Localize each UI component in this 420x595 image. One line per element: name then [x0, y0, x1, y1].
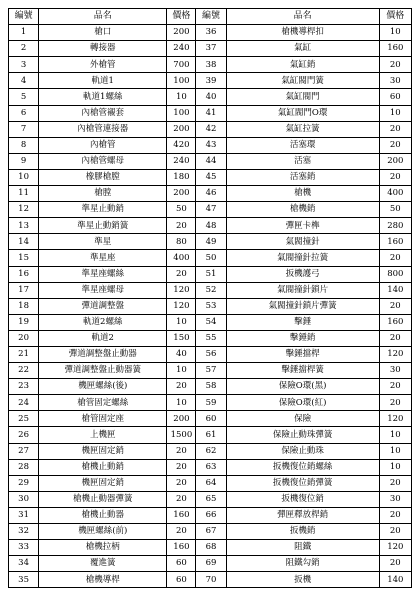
item-price: 20 [379, 379, 411, 395]
item-price: 10 [167, 89, 196, 105]
item-number: 69 [196, 556, 226, 572]
item-number: 59 [196, 395, 226, 411]
item-name: 氣缸閥門O環 [226, 105, 379, 121]
item-price: 20 [379, 330, 411, 346]
item-price: 20 [379, 298, 411, 314]
item-number: 39 [196, 73, 226, 89]
item-name: 阻鐵勾銷 [226, 556, 379, 572]
table-row [9, 153, 412, 169]
item-price: 240 [167, 41, 196, 57]
header-number: 編號 [9, 9, 39, 25]
item-number: 41 [196, 105, 226, 121]
item-name: 彈道調整盤止動器 [39, 346, 167, 362]
item-name: 擊錘擋桿 [226, 346, 379, 362]
item-name: 活塞銷 [226, 169, 379, 185]
item-name: 扳機 [226, 572, 379, 588]
item-number: 46 [196, 186, 226, 202]
table-row [9, 395, 412, 411]
item-price: 240 [167, 153, 196, 169]
item-number: 10 [9, 169, 39, 185]
item-number: 44 [196, 153, 226, 169]
item-number: 28 [9, 459, 39, 475]
item-number: 42 [196, 121, 226, 137]
table-row [9, 89, 412, 105]
item-price: 10 [379, 443, 411, 459]
table-row [9, 507, 412, 523]
item-price: 20 [167, 491, 196, 507]
item-name: 保險O環(黑) [226, 379, 379, 395]
item-name: 擊錘擋桿簧 [226, 363, 379, 379]
item-name: 保險止動珠彈簧 [226, 427, 379, 443]
item-name: 扳機復位銷 [226, 491, 379, 507]
item-number: 7 [9, 121, 39, 137]
table-row [9, 137, 412, 153]
item-price: 160 [167, 507, 196, 523]
item-price: 60 [379, 89, 411, 105]
item-number: 47 [196, 202, 226, 218]
item-number: 40 [196, 89, 226, 105]
item-number: 2 [9, 41, 39, 57]
item-name: 氣閥撞針拉簧 [226, 250, 379, 266]
item-number: 34 [9, 556, 39, 572]
item-price: 10 [167, 363, 196, 379]
item-price: 20 [379, 395, 411, 411]
item-name: 氣缸 [226, 41, 379, 57]
item-number: 24 [9, 395, 39, 411]
item-number: 51 [196, 266, 226, 282]
item-price: 30 [379, 73, 411, 89]
item-number: 13 [9, 218, 39, 234]
item-price: 160 [379, 234, 411, 250]
item-name: 準星座螺絲 [39, 266, 167, 282]
item-name: 保險O環(紅) [226, 395, 379, 411]
item-price: 700 [167, 57, 196, 73]
item-number: 60 [196, 411, 226, 427]
item-number: 36 [196, 25, 226, 41]
item-number: 57 [196, 363, 226, 379]
table-row [9, 572, 412, 588]
item-number: 38 [196, 57, 226, 73]
item-price: 80 [167, 234, 196, 250]
item-number: 8 [9, 137, 39, 153]
table-row [9, 540, 412, 556]
item-price: 200 [167, 411, 196, 427]
item-price: 200 [167, 25, 196, 41]
item-number: 62 [196, 443, 226, 459]
table-row [9, 186, 412, 202]
item-number: 21 [9, 346, 39, 362]
item-name: 氣缸閥門 [226, 89, 379, 105]
item-number: 68 [196, 540, 226, 556]
item-name: 槍機止動銷 [39, 459, 167, 475]
item-number: 4 [9, 73, 39, 89]
table-row [9, 314, 412, 330]
item-name: 氣閥撞針鎖片 [226, 282, 379, 298]
item-number: 35 [9, 572, 39, 588]
item-number: 3 [9, 57, 39, 73]
item-price: 140 [379, 282, 411, 298]
item-number: 16 [9, 266, 39, 282]
header-item-name: 品名 [226, 9, 379, 25]
item-price: 420 [167, 137, 196, 153]
item-number: 33 [9, 540, 39, 556]
item-number: 11 [9, 186, 39, 202]
item-name: 轉接器 [39, 41, 167, 57]
table-row [9, 524, 412, 540]
item-name: 槍機導桿扣 [226, 25, 379, 41]
item-price: 800 [379, 266, 411, 282]
item-name: 外槍管 [39, 57, 167, 73]
item-number: 49 [196, 234, 226, 250]
item-price: 20 [379, 57, 411, 73]
item-name: 彈道調整盤止動器簧 [39, 363, 167, 379]
item-name: 橡膠槍膛 [39, 169, 167, 185]
table-row [9, 73, 412, 89]
item-name: 機匣螺絲(前) [39, 524, 167, 540]
item-number: 48 [196, 218, 226, 234]
item-number: 31 [9, 507, 39, 523]
item-number: 23 [9, 379, 39, 395]
item-name: 氣缸銷 [226, 57, 379, 73]
table-row [9, 330, 412, 346]
table-row [9, 169, 412, 185]
item-name: 軌道2螺絲 [39, 314, 167, 330]
item-name: 準星座螺母 [39, 282, 167, 298]
item-name: 扳機銷 [226, 524, 379, 540]
item-name: 內槍管連接器 [39, 121, 167, 137]
item-price: 60 [167, 556, 196, 572]
item-name: 上機匣 [39, 427, 167, 443]
table-row [9, 379, 412, 395]
item-price: 160 [379, 41, 411, 57]
item-name: 活塞 [226, 153, 379, 169]
item-price: 10 [379, 25, 411, 41]
item-number: 54 [196, 314, 226, 330]
item-name: 活塞環 [226, 137, 379, 153]
item-number: 15 [9, 250, 39, 266]
item-price: 20 [167, 459, 196, 475]
item-price: 400 [379, 186, 411, 202]
item-price: 20 [167, 524, 196, 540]
item-name: 氣閥撞針 [226, 234, 379, 250]
table-row [9, 57, 412, 73]
item-name: 準星止動銷簧 [39, 218, 167, 234]
table-row [9, 41, 412, 57]
item-number: 1 [9, 25, 39, 41]
item-number: 63 [196, 459, 226, 475]
item-name: 槍機止動器彈簧 [39, 491, 167, 507]
item-name: 槍機導桿 [39, 572, 167, 588]
item-price: 160 [379, 314, 411, 330]
item-number: 27 [9, 443, 39, 459]
item-number: 5 [9, 89, 39, 105]
item-price: 60 [167, 572, 196, 588]
item-price: 20 [379, 556, 411, 572]
table-row [9, 121, 412, 137]
item-number: 55 [196, 330, 226, 346]
item-price: 20 [379, 169, 411, 185]
item-price: 160 [167, 540, 196, 556]
item-number: 67 [196, 524, 226, 540]
table-row [9, 202, 412, 218]
item-price: 100 [167, 105, 196, 121]
table-row [9, 346, 412, 362]
item-name: 保險 [226, 411, 379, 427]
item-number: 70 [196, 572, 226, 588]
item-number: 17 [9, 282, 39, 298]
item-number: 37 [196, 41, 226, 57]
item-name: 槍口 [39, 25, 167, 41]
item-name: 軌道2 [39, 330, 167, 346]
header-price: 價格 [167, 9, 196, 25]
item-name: 準星 [39, 234, 167, 250]
item-name: 槍管固定座 [39, 411, 167, 427]
item-name: 擊錘銷 [226, 330, 379, 346]
item-number: 19 [9, 314, 39, 330]
item-number: 61 [196, 427, 226, 443]
item-price: 120 [379, 411, 411, 427]
item-name: 內槍管 [39, 137, 167, 153]
table-row [9, 298, 412, 314]
item-price: 40 [167, 346, 196, 362]
item-name: 軌道1 [39, 73, 167, 89]
item-price: 20 [379, 507, 411, 523]
item-price: 400 [167, 250, 196, 266]
item-name: 槍機拉柄 [39, 540, 167, 556]
item-name: 槍管固定螺絲 [39, 395, 167, 411]
item-price: 20 [167, 443, 196, 459]
item-number: 56 [196, 346, 226, 362]
item-name: 扳機復位銷螺絲 [226, 459, 379, 475]
item-price: 120 [167, 298, 196, 314]
item-price: 20 [167, 218, 196, 234]
item-name: 氣缸拉簧 [226, 121, 379, 137]
item-number: 12 [9, 202, 39, 218]
item-number: 20 [9, 330, 39, 346]
item-name: 擊錘 [226, 314, 379, 330]
item-name: 保險止動珠 [226, 443, 379, 459]
item-number: 66 [196, 507, 226, 523]
item-name: 軌道1螺絲 [39, 89, 167, 105]
item-name: 阻鐵 [226, 540, 379, 556]
item-price: 20 [379, 475, 411, 491]
item-name: 機匣螺絲(後) [39, 379, 167, 395]
table-row [9, 363, 412, 379]
item-price: 180 [167, 169, 196, 185]
item-price: 20 [167, 475, 196, 491]
table-row [9, 282, 412, 298]
item-name: 內槍管襯套 [39, 105, 167, 121]
table-row [9, 427, 412, 443]
item-price: 20 [379, 250, 411, 266]
table-row [9, 250, 412, 266]
item-number: 6 [9, 105, 39, 121]
item-name: 扳機復位銷彈簧 [226, 475, 379, 491]
item-price: 20 [167, 266, 196, 282]
item-price: 120 [379, 346, 411, 362]
item-price: 20 [379, 121, 411, 137]
item-name: 槍機止動器 [39, 507, 167, 523]
item-name: 槍膛 [39, 186, 167, 202]
item-number: 53 [196, 298, 226, 314]
item-number: 30 [9, 491, 39, 507]
item-name: 彈匣卡榫 [226, 218, 379, 234]
item-price: 200 [379, 153, 411, 169]
item-name: 機匣固定銷 [39, 475, 167, 491]
item-price: 50 [379, 202, 411, 218]
item-price: 120 [379, 540, 411, 556]
table-row [9, 218, 412, 234]
table-row [9, 25, 412, 41]
item-number: 14 [9, 234, 39, 250]
item-number: 32 [9, 524, 39, 540]
table-row [9, 411, 412, 427]
item-number: 45 [196, 169, 226, 185]
item-number: 50 [196, 250, 226, 266]
item-name: 扳機護弓 [226, 266, 379, 282]
item-price: 200 [167, 186, 196, 202]
item-price: 50 [167, 202, 196, 218]
item-price: 280 [379, 218, 411, 234]
item-name: 槍機銷 [226, 202, 379, 218]
item-name: 氣缸閥門簧 [226, 73, 379, 89]
item-name: 氣閥撞針鎖片彈簧 [226, 298, 379, 314]
item-price: 20 [167, 379, 196, 395]
item-number: 26 [9, 427, 39, 443]
header-price: 價格 [379, 9, 411, 25]
item-price: 20 [379, 137, 411, 153]
item-name: 內槍管螺母 [39, 153, 167, 169]
item-number: 58 [196, 379, 226, 395]
parts-price-table [8, 8, 412, 588]
item-name: 機匣固定銷 [39, 443, 167, 459]
item-number: 18 [9, 298, 39, 314]
item-price: 120 [167, 282, 196, 298]
item-price: 140 [379, 572, 411, 588]
item-name: 彈匣釋放桿銷 [226, 507, 379, 523]
item-price: 10 [379, 427, 411, 443]
item-price: 200 [167, 121, 196, 137]
header-row [9, 9, 412, 25]
header-item-name: 品名 [39, 9, 167, 25]
table-row [9, 491, 412, 507]
item-price: 10 [167, 314, 196, 330]
item-price: 100 [167, 73, 196, 89]
item-name: 準星座 [39, 250, 167, 266]
item-price: 10 [379, 105, 411, 121]
item-price: 10 [167, 395, 196, 411]
table-row [9, 234, 412, 250]
item-number: 22 [9, 363, 39, 379]
item-price: 20 [379, 524, 411, 540]
item-number: 29 [9, 475, 39, 491]
item-number: 43 [196, 137, 226, 153]
item-price: 10 [379, 459, 411, 475]
item-name: 覆進簧 [39, 556, 167, 572]
item-name: 彈道調整盤 [39, 298, 167, 314]
item-price: 150 [167, 330, 196, 346]
item-price: 30 [379, 363, 411, 379]
item-number: 9 [9, 153, 39, 169]
item-number: 64 [196, 475, 226, 491]
item-price: 30 [379, 491, 411, 507]
table-row [9, 475, 412, 491]
item-name: 槍機 [226, 186, 379, 202]
table-row [9, 105, 412, 121]
table-row [9, 556, 412, 572]
table-row [9, 459, 412, 475]
table-row [9, 266, 412, 282]
header-number: 編號 [196, 9, 226, 25]
item-price: 1500 [167, 427, 196, 443]
item-name: 準星止動銷 [39, 202, 167, 218]
item-number: 25 [9, 411, 39, 427]
item-number: 65 [196, 491, 226, 507]
table-row [9, 443, 412, 459]
item-number: 52 [196, 282, 226, 298]
